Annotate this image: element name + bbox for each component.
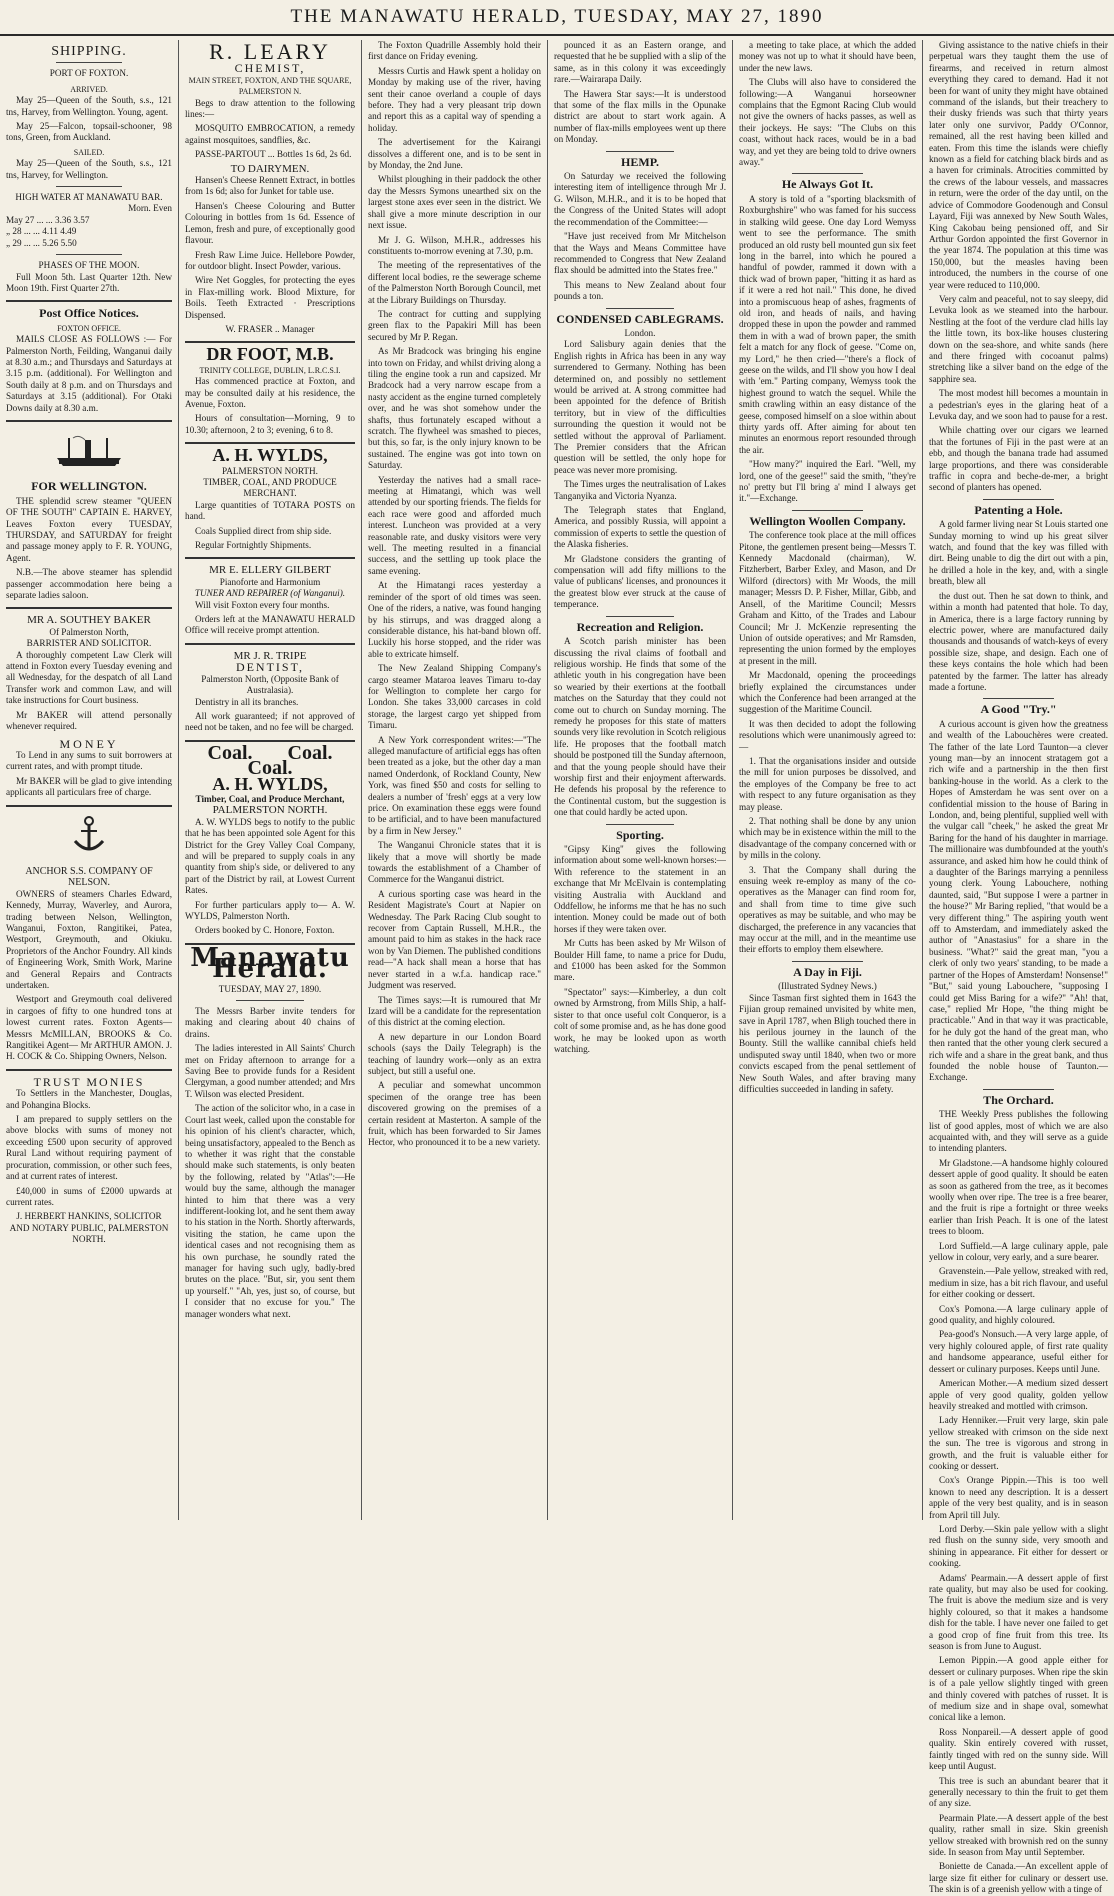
column-5 (732, 40, 922, 1520)
news-item: Yesterday the natives had a small race-meeting at Himatangi, which was well attended by our sporting friends. The fields for each race were good and afforded much interest. Luncheon was provided at a very reasonable rate, and dusky visitors were very well. The meeting resulted in a financial success, and the settling up took place the same evening. (368, 474, 541, 576)
dairymen-heading: TO DAIRYMEN. (230, 162, 310, 175)
cablegram-text: Lord Salisbury again denies that the English rights in Africa has been in any way surrendered to Germany. Nothing has been determined on, and possibly no settlement would be arrived at. A strong committee had been appointed for the defence of British territory, but in view of the difficulties surrounding the question it would not be settled without the approval of Parliament. The Premier considers that the African question will be settled, the only hope for peace was never more promising. (554, 339, 726, 475)
high-water-row: „ 28 ... ... 4.11 4.49 (6, 226, 77, 237)
money-heading: MONEY (59, 736, 119, 751)
anchor-company-text: Westport and Greymouth coal delivered in cargoes of fifty to one hundred tons at lowest current rates. Foxton Agents— Messrs McMILLAN, BROOKS & Co. Rangitikei Agent— Mr ARTHUR AMON. J. H. COCK & Co. Shipping Owners, Nelson. (6, 994, 172, 1062)
piano-tuner-role: Pianoforte and Harmonium (219, 576, 321, 587)
high-water-row: May 27 ... ... 3.36 3.57 (6, 214, 90, 225)
news-item: As Mr Bradcock was bringing his engine into town on Friday, and whilst driving along a tiling the engine took a run and capsized. Mr Bradcock had a very narrow escape from a nasty accident as the engine turned completely over, and he was shot somehow under the shafts, thus fortunately escaped without a scratch. The flywheel was smashed to pieces, but this, so far, is the only injury known to be sustained. The engine was got into town on Saturday. (368, 346, 541, 471)
woollen-company-heading: Wellington Woollen Company. (749, 513, 906, 528)
divider (236, 1000, 304, 1001)
fiji-text: The most modest hill becomes a mountain in a pedestrian's eyes in the glaring heat of a Levuka day, and we soon had to pause for a rest. (929, 388, 1108, 421)
news-item: A curious sporting case was heard in the Resident Magistrate's Court at Napier on Wednesday. The Park Racing Club sought to recover from Captain Russell, M.H.R., the amount paid to him as stakes in the hack race won by Van Diemen. The published conditions read—"A hack shall mean a horse that has never started in a w.f.a. handicap race." Judgment was reserved. (368, 888, 541, 991)
dentist-text: All work guaranteed; if not approved of need not be taken, and no fee will be charged. (185, 710, 355, 733)
news-item: The action of the solicitor who, in a case in Court last week, called upon the constable for his opinion of his client's character, which, being unsatisfactory, appealed to the Bench as to whether it was right that the constable should make such statements, is only beaten by the following, related by "Atlas":—He would buy the same, although the manager hinted to him that there was a very indifferent-looking lot, and he sent them away to his station in the North. Shortly afterwards, visiting the station, he came upon the identical cases and not recognising them as his own purchase, he soundly rated the manager for having such ugly, badly-bred brutes on the place. "But, sir, you sent them up yourself." "Ah, yes, just so, of course, but I consider that no excuse for you." The manager wonders what next. (185, 1103, 356, 1319)
dairy-text: Hansen's Cheese Colouring and Butter Colouring in bottles from 1s 6d. Essence of Lemon, fresh and pure, of exceptionally good flavour. (185, 200, 355, 246)
merchant-place: PALMERSTON NORTH. (222, 465, 318, 476)
dairy-text: Fresh Raw Lime Juice. Hellebore Powder, for outdoor blight. Insect Powder, various. (185, 249, 355, 271)
high-water-header-row: Morn. Even (128, 203, 172, 214)
news-item: The Foxton Quadrille Assembly hold their first dance on Friday evening. (368, 40, 541, 62)
divider (56, 186, 122, 187)
divider (6, 805, 172, 807)
news-item: The New Zealand Shipping Company's cargo steamer Mataroa leaves Timaru to-day for Wellington to complete her cargo for London. She takes 33,000 carcases in cold storage, the largest cargo yet shipped from Timaru. (368, 663, 541, 731)
column-1 (0, 40, 178, 1520)
coal-merchant-text: Orders booked by C. Honore, Foxton. (195, 925, 335, 936)
chemist-role: CHEMIST, (234, 61, 306, 76)
news-item: The advertisement for the Kairangi dissolves a different one, and is to be sent in by Monday, the 2nd June. (368, 137, 541, 171)
woollen-text: Mr Macdonald, opening the proceedings briefly explained the circumstances under which the Conference had been arranged at the suggestion of the Maritime Council. (739, 670, 916, 715)
doctor-hours: Hours of consultation—Morning, 9 to 10.30; afternoon, 2 to 3; evening, 6 to 8. (185, 413, 355, 435)
story-text: "How many?" inquired the Earl. "Well, my lord, one of the geese!" said the smith, "they're no' pretty but I'll bring a' mind I always get it."—Exchange. (739, 459, 916, 504)
dentist-name: MR J. R. TRIPE (233, 649, 307, 662)
merchant-text: Coals Supplied direct from ship side. (195, 525, 332, 536)
doctor-name: DR FOOT, M.B. (206, 344, 334, 365)
piano-tuner-text: Will visit Foxton every four months. (195, 599, 330, 610)
fiji-text: Very calm and peaceful, not to say sleepy, did Levuka look as we steamed into the harbour. Nestling at the foot of the verdure clad hills lay the little town, its box-like houses clustering down on the sea-shore, and white sands (here and there fringed with cocoanut palms) stretching like a silver band on the edge of the sapphire sea. (929, 293, 1108, 384)
orchard-text: Lemon Pippin.—A good apple either for dessert or culinary purposes. When ripe the skin is of a pale yellow slightly tinged with green and thinly covered with patches of russet. It is of medium size and in shape oval, somewhat conical like a lemon. (929, 1655, 1108, 1723)
arrival-entry: May 25—Queen of the South, s.s., 121 tns, Harvey, from Wellington. Young, agent. (6, 95, 172, 117)
cablegram-text: The Telegraph states that England, America, and possibly Russia, will appoint a commission of experts to settle the question of the Alaska fisheries. (554, 505, 726, 550)
good-try-heading: A Good "Try." (980, 702, 1057, 717)
news-item: A new departure in our London Board schools (says the Daily Telegraph) is the teaching of laundry work—only as an extra subject, but still a useful one. (368, 1031, 541, 1076)
trust-monies-heading: TRUST MONIES (33, 1074, 145, 1089)
for-wellington-heading: FOR WELLINGTON. (31, 479, 147, 494)
trust-monies-text: £40,000 in sums of £2000 upwards at current rates. (6, 1185, 172, 1207)
news-item: At the Himatangi races yesterday a reminder of the sport of old times was seen. One of the riders, a native, was found hanging by his stirrups, and was dragged along a considerable distance, his hat-band blown off. Luckily his horse stopped, and the rider was able to extricate himself. (368, 580, 541, 659)
anchor-company-heading: ANCHOR S.S. COMPANY OF NELSON. (25, 865, 153, 889)
hemp-text: "Have just received from Mr Mitchelson that the Ways and Means Committee have recommended to Congress that New Zealand flax should be admitted into the States free." (554, 231, 726, 276)
hemp-text: On Saturday we received the following interesting item of intelligence through Mr J. G. Wilson, M.H.R., and it is to be hoped that the Congress of the United States will adopt the recommendation of the Committee:— (554, 171, 726, 227)
divider (606, 308, 675, 309)
steamer-notice: THE splendid screw steamer "QUEEN OF THE SOUTH" CAPTAIN E. HARVEY, Leaves Foxton every TUESDAY, THURSDAY, and SATURDAY for freight and passage money apply to F. R. YOUNG, Agent. (6, 495, 172, 563)
patent-text: the dust out. Then he sat down to think, and within a month had patented that hole. To day, in America, there is a large factory running by electric power, where are manufactured daily thousands and thousands of watch-keys of every possible size, shape, and design. Each one of these keys contains the hole which had been patented by the farmer. The latter has already made a fortune. (929, 590, 1108, 692)
divider (56, 254, 122, 255)
fiji-text: While chatting over our cigars we learned that the fortunes of Fiji in the past were at an ebb, and though the banana trade had assumed large proportions, and there was considerable traffic in copra and beche-de-mer, a bright second of planters has opened. (929, 425, 1108, 493)
hemp-text: This means to New Zealand about four pounds a ton. (554, 279, 726, 302)
divider (6, 1069, 172, 1071)
orchard-text: American Mother.—A medium sized dessert apple of very good quality, golden yellow heavily streaked and mottled with crimson. (929, 1378, 1108, 1411)
money-text: Mr BAKER will be glad to give intending applicants all particulars free of charge. (6, 775, 172, 798)
divider (606, 151, 675, 152)
orchard-text: Lady Henniker.—Fruit very large, skin pale yellow streaked with crimson on the side next the sun. The tree is vigorous and strong in growth, and the fruit is valuable either for cooking or dessert. (929, 1415, 1108, 1471)
orchard-text: Lord Derby.—Skin pale yellow with a slight red flush on the sunny side, very smooth and shining in appearance. Fit either for dessert or cooking. (929, 1523, 1108, 1569)
manager-line: W. FRASER .. Manager (225, 323, 315, 334)
divider (6, 300, 172, 302)
coal-heading: Coal. (247, 757, 293, 780)
hemp-heading: HEMP. (621, 154, 659, 169)
news-item: The ladies interested in All Saints' Church met on Friday afternoon to arrange for a Saving Bee to provide funds for a Resident Clergyman, a good number attended; and Mrs T. Wilson was elected President. (185, 1043, 355, 1099)
merchant-name: A. H. WYLDS, (212, 445, 328, 466)
chemist-address: MAIN STREET, FOXTON, AND THE SQUARE, PALMERSTON N. (188, 75, 352, 97)
sporting-text: "Spectator" says:—Kimberley, a dun colt owned by Armstrong, from Mills Ship, a half-sister to that once useful colt Conqueror, is a colt of some promise and, as he has done good work, he may be looked upon as worth watching. (554, 986, 726, 1054)
good-try-text: A curious account is given how the greatness and wealth of the Labouchères were created. The father of the late Lord Taunton—a clever young man—by an innocent stratagem got a rich wife and a partnership in the then first banking-house in the world. As a clerk to the Hopes of Amsterdam he was sent over on a confidential mission to the house of Baring in London, and, being plentiful, supplied well with the vulgar call "cheek," he asked the great Mr Baring for the hand of his daughter in marriage. The millionaire was dumbfounded at the youth's assurance, and asked him how he could think of a daughter of the Barings marrying a penniless young clerk. Young Labouchere, nothing daunted, said, "But suppose I were a partner in the house?" Mr Baring replied, "that would be a very different thing." The aspiring youth went off to Amsterdam, and immediately asked the author of "Anastasius" for a share in the business. "What?" said the great man, "you a clerk of only two years' standing, to be made a partner of the Hopes of Amsterdam! Nonsense!" "But," said young Labouchere, "supposing I could get Miss Baring for a wife?" "Ah! that, case," replied Mr Hope, "the thing might be practicable." And in that way it was practicable, for he duly got the hand of the great man, who then ranted that the other young clerk secured a rich wife and a share in the great bank, and thus founded the noble house of Taunton.—Exchange. (929, 718, 1108, 1083)
patent-text: A gold farmer living near St Louis started one Sunday morning to wind up his great silver watch, and found that the key was filled with dirt. Being unable to dig the dirt out with a pin, he drilled a hole in the key, and, with a single breath, blew all (929, 519, 1108, 587)
always-got-it-heading: He Always Got It. (781, 177, 874, 192)
column-2 (178, 40, 361, 1520)
orchard-text: Gravenstein.—Pale yellow, streaked with red, medium in size, has a bit rich flavour, and useful for either cooking or dessert. (929, 1266, 1108, 1300)
trust-monies-text: I am prepared to supply settlers on the above blocks with sums of money not exceeding £500 upon security of approved Rural Land without requiring payment of procuration, commission, or other such fees, and at current rates of interest. (6, 1114, 172, 1182)
moon-heading: PHASES OF THE MOON. (38, 260, 140, 271)
story-text: A story is told of a "sporting blacksmith of Roxburghshire" who was famed for his success in stalking wild geese. One day Lord Wemyss went to see the performance. The smith produced an old rusty bell mounted gun six feet long in the barrel, into which he poured a handful of powder, rammed it down with a thick wad of brown paper, "hitting it as hard as if it were a red hot nail." This done, he dived into a promiscuous heap of ashes, fragments of old iron, and heads of nails, and having dropped these in upon the powder and rammed them in with a wad of brown paper, the smith felt a match for any flock of geese. "Come on, my Lord," he then cried—"there's a flock of geese on the wilds, and I'll show you how I deal with 'em." Parting company, Wemyss took the highest ground to watch the sequel. While the smith crawling within an easy distance of the geese, composed himself on a sloe within about thirty yards off. After aiming for about ten minutes an enormous report resounded through the air. (739, 193, 916, 455)
news-item: Whilst ploughing in their paddock the other day the Messrs Symons unearthed six on the largest stone axes ever seen in the district. We shall give a more minute description in our next issue. (368, 174, 541, 231)
solicitor-text: A thoroughly competent Law Clerk will attend in Foxton every Tuesday evening and all Wednesday, for the despatch of all Land Transfer work and common Law, and will take instructions for Court business. (6, 649, 172, 706)
solicitor-role: BARRISTER AND SOLICITOR. (26, 638, 152, 649)
dairy-text: Wire Net Goggles, for protecting the eyes in Flax-milling work. Blood Mixture, for Boils. Teeth Extracted · Prescriptions Dispensed. (185, 275, 355, 320)
orchard-text: Mr Gladstone.—A handsome highly coloured dessert apple of good quality. It should be eaten as soon as gathered from the tree, as it becomes woolly when over ripe. The tree is a free bearer, and the fruit is ripe a fortnight or three weeks earlier than Irish Peach. It is one of the latest trees to bloom. (929, 1157, 1108, 1237)
sporting-text: Mr Cutts has been asked by Mr Wilson of Boulder Hill fame, to name a price for Dudu, and £1000 has been asked for the Sommon mare. (554, 938, 726, 983)
divider (185, 557, 355, 559)
orchard-text: THE Weekly Press publishes the following list of good apples, most of which we are also acquainted with, and they will serve as a guide to intending planters. (929, 1109, 1108, 1154)
woollen-text: It was then decided to adopt the following resolutions which were unanimously agreed to:— (739, 718, 916, 752)
fiji-text: Giving assistance to the native chiefs in their perpetual wars they taught them the use of firearms, and received in return almost everything they cared to demand. Had it not been for want of unity they might have obtained command of the islands, but their treachery to their dusky friends was such that thirty years later only one survivor, Paddy O'Connor, remained, all the rest having been killed and eaten. From this time the islands were chiefly known as a field for catching black birds and as a haven for criminals. Atrocities committed by the crews of the labour vessels, and massacres in return, were the order of the day until, on the advice of Commodore Goodenough and Consul Layard, Fiji was annexed by New South Wales, King Cakobau being pensioned off, and Sir Arthur Gordon appointed the first Governor in the year 1874. The population at this time was 150,000, but the measles having been introduced, the numbers in the course of one year were reduced to 110,000. (929, 40, 1108, 290)
orchard-text: Adams' Pearmain.—A dessert apple of first rate quality, but may also be used for cooking. The fruit is above the medium size and is very highly coloured, so that it makes a handsome dish for the table. I have never one failed to get a good crop of fine fruit from this tree. Its season is from June to August. (929, 1572, 1108, 1652)
woollen-text: 2. That nothing shall be done by any union which may be in existence within the mill to the disadvantage of the company concerned with or by mills in the colony. (739, 816, 916, 861)
page-header: THE MANAWATU HERALD, TUESDAY, MAY 27, 1890 (0, 0, 1114, 36)
divider (185, 442, 355, 444)
merchant-trade: TIMBER, COAL, AND PRODUCE MERCHANT. (203, 477, 337, 499)
piano-tuner-name: MR E. ELLERY GILBERT (209, 564, 331, 577)
issue-date: TUESDAY, MAY 27, 1890. (218, 983, 322, 994)
orchard-text: This tree is such an abundant bearer that it generally necessary to thin the fruit to get them of any size. (929, 1775, 1108, 1809)
divider (6, 607, 172, 609)
solicitor-text: Mr BAKER will attend personally whenever required. (6, 709, 172, 732)
arrived-heading: ARRIVED. (70, 84, 108, 94)
high-water-heading: HIGH WATER AT MANAWATU BAR. (15, 192, 163, 203)
woollen-text: 1. That the organisations insider and outside the mill for union purposes be dissolved, and the employes of the Company be free to act with respect to any future organisation as they may please. (739, 755, 916, 812)
post-office-text: MAILS CLOSE AS FOLLOWS :— For Palmerston North, Feilding, Wanganui daily at 8.30 a.m.; and Thursdays and Saturdays at 3.15 p.m. (additional). For Wellington and South daily at 8 p.m. and on Thursdays and Saturdays at 3.15 (additional). For Otaki Downs daily at 8.30 a.m. (6, 334, 172, 413)
fiji-heading: A Day in Fiji. (793, 964, 862, 979)
high-water-row: „ 29 ... ... 5.26 5.50 (6, 237, 77, 248)
post-office-heading: Post Office Notices. (39, 306, 139, 321)
news-item: Mr J. G. Wilson, M.H.R., addresses his constituents to-morrow evening at 7.30, p.m. (368, 234, 541, 256)
divider (185, 643, 355, 645)
sporting-text: "Gipsy King" gives the following information about some well-known horses:—With reference to the statement in an exchange that Mr McElvain is contemplating visiting Australia with Auckland and Oddfellow, he informs me that he has no such intention. Money could be made out of both horses if they were taken over. (554, 844, 726, 934)
news-item: pounced it as an Eastern orange, and requested that he be supplied with a slip of the same, as in this colony it was exceedingly rare.—Wairarapa Daily. (554, 40, 726, 85)
doctor-text: Has commenced practice at Foxton, and may be consulted daily at his residence, the Avenue, Foxton. (185, 376, 355, 409)
fiji-sub: (Illustrated Sydney News.) (778, 981, 877, 992)
divider (983, 499, 1055, 500)
coal-heading: Coal. Coal. (207, 741, 333, 764)
shipping-heading: SHIPPING. (51, 44, 127, 59)
post-office-sub: FOXTON OFFICE. (57, 323, 121, 333)
masthead: Manawatu Herald. (190, 942, 350, 985)
chemist-text: Begs to draw attention to the following lines:— (185, 97, 355, 120)
news-item: A peculiar and somewhat uncommon specimen of the orange tree has been discovered growing on the premises of a certain resident at Masterton. A sample of the fruit, which has been forwarded to Sir James Hector, who pronounced it to be a new variety. (368, 1080, 541, 1148)
anchor-company-text: OWNERS of steamers Charles Edward, Kennedy, Murray, Waverley, and Aurora, trading between Nelson, Wellington, Wanganui, Foxton, Rangitikei, Patea, Westport, Greymouth, and Okiuku. Proprietors of the Anchor Foundry. All kinds of Engineering Work, Smith Work, Marine and General Repairs and Contracts undertaken. (6, 888, 172, 990)
divider (983, 698, 1055, 699)
news-item: The contract for cutting and supplying green flax to the Papakiri Mill has been secured by Mr P. Regan. (368, 308, 541, 342)
woollen-text: 3. That the Company shall during the ensuing week re-employ as many of the co-operatives as the Manager can find room for, and shall from time to time give such operatives as may be suitable, and who may be discharged, the preference in any vacancies that may occur at the mill, and in the meantime use their efforts to employ them elsewhere. (739, 864, 916, 955)
anchor-icon (6, 815, 172, 858)
divider (56, 62, 122, 63)
divider (792, 961, 863, 962)
column-4 (547, 40, 732, 1520)
steamer-note: N.B.—The above steamer has splendid passenger accommodation here being a separate ladies saloon. (6, 567, 172, 601)
orchard-text: Lord Suffield.—A large culinary apple, pale yellow in colour, very early, and a sure bearer. (929, 1240, 1108, 1263)
ship-icon (6, 430, 172, 473)
woollen-text: The conference took place at the mill offices Pitone, the gentlemen present being—Messrs T. Kennedy Macdonald (chairman), W. Fitzherbert, Barber Exley, and Mason, and Dr Wilford (directors) with Mr Woods, the mill manager; Messrs D. P. Fisher, Millar, Gibb, and Ansell, of the Maritime Council; Messrs Graham and Kitto, of the Trades and Labour Council; Mr J. McKenzie representing the Union of outside operatives; and Mr Ramsden, representing the union formed by the employes at present in the mill. (739, 530, 916, 666)
news-item: The Hawera Star says:—It is understood that some of the flax mills in the Opunake district are about to start work again. A number of flax-mills employees went up there on Monday. (554, 88, 726, 145)
recreation-heading: Recreation and Religion. (576, 619, 704, 634)
coal-merchant-text: A. W. WYLDS begs to notify to the public that he has been appointed sole Agent for this District for the Grey Valley Coal Company, and will be prepared to supply coals in any quantity from ship's side, or delivered to any part of the District by rail, at Lowest Current Rates. (185, 816, 355, 896)
orchard-text: Pea-good's Nonsuch.—A very large apple, of very highly coloured apple, of first rate quality and handsome appearance, useful either for dessert or culinary purposes. Keeps until June. (929, 1329, 1108, 1374)
cablegram-text: The Times urges the neutralisation of Lakes Tanganyika and Victoria Nyanza. (554, 479, 726, 501)
arrival-entry: May 25—Falcon, topsail-schooner, 98 tons, Green, from Auckland. (6, 121, 172, 143)
news-item: The Wanganui Chronicle states that it is likely that a move will shortly be made towards the establishment of a Chamber of Commerce for the Wanganui district. (368, 840, 541, 885)
piano-tuner-text: Orders left at the MANAWATU HERALD Office will receive prompt attention. (185, 614, 355, 636)
orchard-text: Cox's Pomona.—A large culinary apple of good quality, and highly coloured. (929, 1303, 1108, 1326)
piano-tuner-trade: TUNER AND REPAIRER (of Wanganui). (194, 588, 346, 599)
chemist-text: MOSQUITO EMBROCATION, a remedy against mosquitoes, sandflies, &c. (185, 123, 355, 145)
cablegram-text: Mr Gladstone considers the granting of compensation will add fifty millions to the value of publicans' licenses, and pronounces it the greatest blow ever struck at the cause of temperance. (554, 553, 726, 610)
trust-monies-text: To Settlers in the Manchester, Douglas, and Pohangina Blocks. (6, 1088, 172, 1110)
sailing-entry: May 25—Queen of the South, s.s., 121 tns, Harvey, for Wellington. (6, 158, 172, 180)
orchard-text: Cox's Orange Pippin.—This is too well known to need any description. It is a dessert apple of the very best quality, and is in season from April till July. (929, 1475, 1108, 1520)
orchard-heading: The Orchard. (983, 1092, 1054, 1107)
doctor-college: TRINITY COLLEGE, DUBLIN, L.R.C.S.I. (199, 365, 341, 375)
merchant-text: Regular Fortnightly Shipments. (195, 540, 312, 551)
divider (792, 173, 863, 174)
patent-heading: Patenting a Hole. (974, 502, 1063, 517)
news-item: The meeting of the representatives of the different local bodies, re the sewerage scheme of the Palmerston North Borough Council, met at the Library Buildings on Thursday. (368, 260, 541, 305)
dentist-place: Palmerston North, (Opposite Bank of Australasia). (201, 673, 339, 696)
divider (606, 616, 675, 617)
orchard-text: Boniette de Canada.—An excellent apple of large size fit either for culinary or dessert use. The skin is of a greenish yellow with a tinge of (929, 1861, 1108, 1895)
cablegrams-sub: London. (624, 327, 656, 338)
port-heading: PORT OF FOXTON. (49, 68, 129, 79)
chemist-name: R. LEARY (209, 39, 331, 64)
cablegrams-heading: CONDENSED CABLEGRAMS. (556, 311, 724, 326)
orchard-text: Ross Nonpareil.—A dessert apple of good quality. Skin entirely covered with russet, faintly tinged with red on the sunny side. Will keep until August. (929, 1726, 1108, 1772)
coal-merchant-trade: Timber, Coal, and Produce Merchant, (195, 793, 345, 804)
fiji-text: Since Tasman first sighted them in 1643 the Fijian group remained unvisited by white men, save in April 1787, when Bligh touched there in his perilous journey in the launch of the Bounty. Still the wallike cannibal chiefs held undisputed sway until 1840, when two or more convicts escaped from the penal settlement of New South Wales, and after braving many difficulties succeeded in landing in safety. (739, 992, 916, 1094)
news-item: a meeting to take place, at which the added money was not up to what it should have been, under the new laws. (739, 40, 916, 73)
coal-merchant-name: A. H. WYLDS, (212, 773, 328, 794)
merchant-text: Large quantities of TOTARA POSTS on hand. (185, 499, 355, 522)
dentist-text: Dentistry in all its branches. (195, 696, 299, 707)
news-item: The Messrs Barber invite tenders for making and clearing about 40 chains of drains. (185, 1006, 355, 1039)
sporting-heading: Sporting. (616, 827, 664, 842)
dairy-text: Hansen's Cheese Rennett Extract, in bottles from 1s 6d; also for Junket for table use. (185, 175, 355, 197)
divider (185, 341, 355, 343)
recreation-text: A Scotch parish minister has been discussing the rival claims of football and religious worship. He finds that some of the athletic youth in his congregation have been so wearied by their exertions at the football matches on the Saturday that they could not come out to church on Sunday morning. The remedy he proposes for this state of matters sounds very like revolution in Scotch religious life. He proposes that the football match should be postponed till the Sunday afternoon, and that the young people should have their worship first and their enjoyment afterwards. He defends his proposal by the reference to the Continental custom, but the suggestion is one that could hardly be acted upon. (554, 636, 726, 818)
sailed-heading: SAILED. (73, 147, 105, 157)
hankins-signature: J. HERBERT HANKINS, SOLICITOR AND NOTARY PUBLIC, PALMERSTON NORTH. (9, 1211, 169, 1245)
divider (606, 824, 675, 825)
news-item: A New York correspondent writes:—"The alleged manufacture of artificial eggs has often been treated as a joke, but the other day a man named Onderdonk, of Rockland County, New York, was fined $50 and costs for selling to dealers a number of 'fresh' eggs at a very low price. On examination these eggs were found to be artificial, and to have been manufactured by a firm in New Jersey." (368, 734, 541, 836)
divider (983, 1089, 1055, 1090)
solicitor-name: MR A. SOUTHEY BAKER (27, 614, 151, 627)
money-text: To Lend in any sums to suit borrowers at current rates, and with prompt titude. (6, 749, 172, 772)
divider (6, 420, 172, 422)
news-item: The Times says:—It is rumoured that Mr Izard will be a candidate for the representation of this district at the coming election. (368, 994, 541, 1028)
news-item: Messrs Curtis and Hawk spent a holiday on Monday by making use of the river, having sent their canoe overland a couple of days before. They had a very pleasant trip down and report this as a capital way of spending a holiday. (368, 65, 541, 133)
column-3 (361, 40, 547, 1520)
moon-phases: Full Moon 5th. Last Quarter 12th. New Moon 19th. First Quarter 27th. (6, 271, 172, 293)
dentist-role: DENTIST, (235, 660, 305, 675)
solicitor-place: Of Palmerston North, (49, 626, 129, 637)
coal-merchant-place: PALMERSTON NORTH. (212, 804, 328, 817)
divider (792, 510, 863, 511)
column-6 (922, 40, 1114, 1895)
news-item: The Clubs will also have to considered the following:—A Wanganui horseowner complains that the Egmont Racing Club would not give the owners of hacks passes, as well as their jockeys. He says: "The Clubs on this coast, without hack races, would be in a bad way, and yet they are being told to drive owners away." (739, 77, 916, 168)
coal-merchant-text: For further particulars apply to— A. W. WYLDS, Palmerston North. (185, 899, 355, 921)
chemist-text: PASSE-PARTOUT ... Bottles 1s 6d, 2s 6d. (195, 149, 352, 160)
orchard-text: Pearmain Plate.—A dessert apple of the best quality, rather small in size. Skin greenish yellow streaked with brownish red on the sunny side. In season from May until September. (929, 1812, 1108, 1857)
